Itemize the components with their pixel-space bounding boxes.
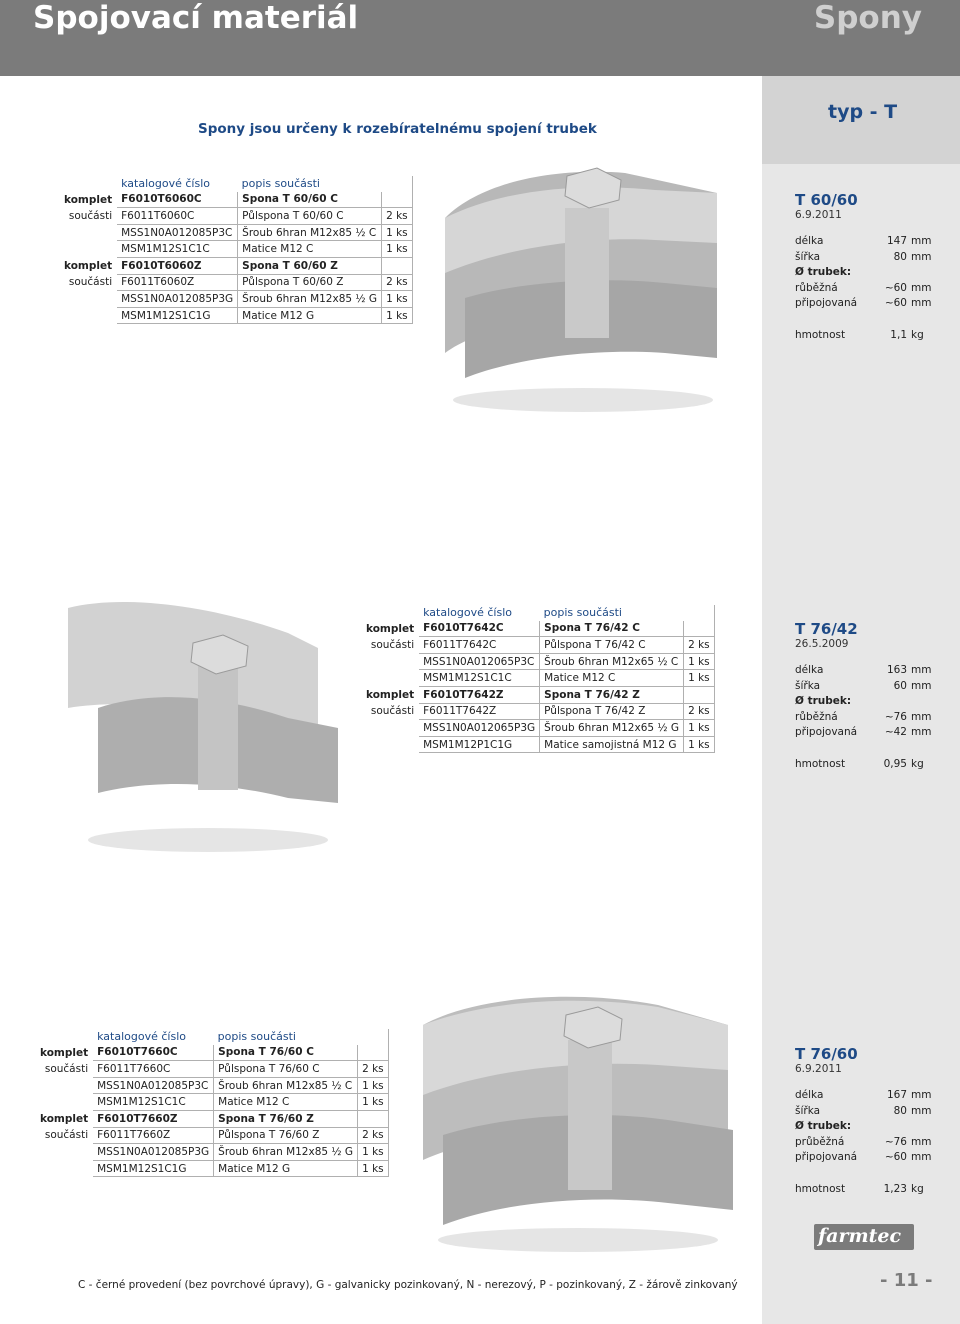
spec-row — [795, 1183, 935, 1199]
spec-unit: mm — [911, 281, 932, 294]
spec-value: 0,95 — [883, 757, 907, 770]
table-cell — [358, 1045, 389, 1061]
parts-table-t7642 — [362, 605, 715, 753]
parts-table-t7660 — [36, 1029, 389, 1177]
table-cell: Půlspona T 60/60 Z — [238, 274, 382, 291]
table-cell: součásti — [370, 705, 415, 718]
spec-row — [795, 726, 935, 742]
table-cell: Půlspona T 76/60 Z — [214, 1127, 358, 1144]
table-cell: komplet — [40, 1112, 89, 1125]
spec-value: 1,23 — [883, 1182, 907, 1195]
table-cell — [60, 241, 117, 258]
spec-unit: mm — [911, 1151, 932, 1164]
table-cell: Matice M12 G — [238, 307, 382, 324]
spec-row — [795, 1089, 935, 1105]
table-cell — [362, 670, 419, 687]
product-code: T 76/60 — [795, 1045, 858, 1063]
table-cell: F6010T7642C — [419, 621, 540, 637]
table-cell — [60, 176, 117, 192]
spec-row — [795, 1105, 935, 1121]
spec-row — [795, 680, 935, 696]
spec-row — [795, 711, 935, 727]
table-cell: MSM1M12S1C1C — [419, 670, 540, 687]
table-row — [36, 1094, 388, 1111]
product-date: 6.9.2011 — [795, 209, 842, 221]
table-cell: Matice M12 C — [214, 1094, 358, 1111]
table-cell: 1 ks — [358, 1144, 389, 1161]
spec-unit: kg — [911, 1182, 924, 1195]
table-header-row — [60, 176, 412, 192]
spec-panel-t7660 — [795, 1045, 935, 1199]
spec-panel-t6060 — [795, 191, 935, 345]
table-row — [36, 1144, 388, 1161]
col-desc: popis součásti — [241, 177, 320, 191]
table-cell: 1 ks — [684, 670, 715, 687]
table-cell: součásti — [44, 1129, 89, 1142]
footer-legend: C - černé provedení (bez povrchové úpravy), G - galvanicky pozinkovaný, N - nerezový, P - pozinkovaný, Z - žárově zinkovaný — [78, 1279, 738, 1291]
table-cell: MSM1M12S1C1C — [117, 241, 238, 258]
spec-row — [795, 664, 935, 680]
table-cell — [382, 176, 413, 192]
spec-row — [795, 695, 935, 711]
spec-value: 147 — [886, 235, 907, 247]
table-cell: Půlspona T 76/42 C — [540, 637, 684, 654]
subtitle: Spony jsou určeny k rozebíratelnému spojení trubek — [198, 121, 597, 137]
table-cell: Spona T 76/60 Z — [214, 1110, 358, 1127]
table-cell: MSS1N0A012085P3G — [93, 1144, 214, 1161]
table-cell: 2 ks — [382, 208, 413, 225]
table-row — [60, 307, 412, 324]
table-cell: Šroub 6hran M12x85 ½ C — [214, 1077, 358, 1094]
spec-unit: mm — [911, 679, 932, 692]
spec-label: Ø trubek: — [795, 1120, 852, 1133]
spec-label: připojovaná — [795, 726, 858, 739]
table-header-row — [36, 1029, 388, 1045]
table-row — [60, 192, 412, 208]
spec-label: hmotnost — [795, 757, 846, 770]
table-cell: MSM1M12S1C1C — [93, 1094, 214, 1111]
table-cell — [382, 257, 413, 274]
table-row — [60, 224, 412, 241]
table-cell: komplet — [64, 193, 113, 206]
table-cell — [36, 1144, 93, 1161]
table-cell — [60, 224, 117, 241]
table-cell: 1 ks — [358, 1160, 389, 1177]
table-cell: 2 ks — [382, 274, 413, 291]
page-header — [0, 0, 960, 76]
product-date: 6.9.2011 — [795, 1063, 842, 1075]
table-cell — [362, 736, 419, 753]
spec-unit: mm — [911, 710, 932, 723]
spec-row — [795, 282, 935, 298]
table-row — [362, 703, 714, 720]
table-cell: součásti — [68, 209, 113, 222]
col-catalog: katalogové číslo — [423, 606, 512, 620]
table-cell: F6011T6060Z — [117, 274, 238, 291]
table-cell: 2 ks — [684, 637, 715, 654]
col-desc: popis součásti — [543, 606, 622, 620]
table-cell: MSM1M12S1C1G — [117, 307, 238, 324]
table-cell: komplet — [366, 622, 415, 635]
table-cell: MSS1N0A012065P3C — [419, 653, 540, 670]
table-cell: F6010T7660C — [93, 1045, 214, 1061]
spec-value: ~60 — [884, 1151, 907, 1164]
spec-value: 1,1 — [890, 328, 907, 341]
spec-unit: mm — [911, 297, 932, 310]
table-row — [36, 1061, 388, 1078]
table-cell: Šroub 6hran M12x85 ½ C — [238, 224, 382, 241]
table-cell: Matice M12 C — [238, 241, 382, 258]
table-cell: Půlspona T 60/60 C — [238, 208, 382, 225]
table-cell: F6010T7660Z — [93, 1110, 214, 1127]
table-cell: 1 ks — [684, 720, 715, 737]
spec-value: ~76 — [884, 710, 907, 723]
table-cell — [382, 192, 413, 208]
table-cell: součásti — [370, 638, 415, 651]
spec-label: Ø trubek: — [795, 695, 852, 708]
table-cell: F6011T7660C — [93, 1061, 214, 1078]
spec-label: růběžná — [795, 710, 838, 723]
table-row — [60, 257, 412, 274]
product-code: T 60/60 — [795, 191, 858, 209]
page-title: Spojovací materiál — [33, 0, 359, 36]
table-cell: komplet — [64, 259, 113, 272]
spec-row — [795, 1151, 935, 1167]
spec-value: 80 — [893, 250, 907, 263]
table-row — [60, 291, 412, 308]
table-cell — [36, 1094, 93, 1111]
table-row — [36, 1077, 388, 1094]
spec-unit: kg — [911, 328, 924, 341]
table-cell: Spona T 76/42 Z — [540, 686, 684, 703]
table-cell — [358, 1029, 389, 1045]
table-row — [362, 637, 714, 654]
table-cell — [36, 1077, 93, 1094]
spec-value: ~60 — [884, 281, 907, 294]
spec-label: průběžná — [795, 1135, 845, 1148]
table-cell: MSS1N0A012085P3C — [117, 224, 238, 241]
table-cell: komplet — [366, 688, 415, 701]
table-cell: Spona T 60/60 C — [238, 192, 382, 208]
table-row — [362, 686, 714, 703]
spec-row — [795, 1136, 935, 1152]
table-cell: MSM1M12P1C1G — [419, 736, 540, 753]
spec-label: šířka — [795, 250, 821, 263]
spec-row — [795, 758, 935, 774]
spec-value: 167 — [886, 1089, 907, 1101]
table-cell — [362, 605, 419, 621]
table-row — [362, 670, 714, 687]
spec-panel-t7642 — [795, 620, 935, 774]
table-cell: MSS1N0A012085P3G — [117, 291, 238, 308]
table-cell: 1 ks — [358, 1094, 389, 1111]
spec-label: délka — [795, 1089, 824, 1101]
spec-value: 60 — [893, 679, 907, 692]
table-cell — [36, 1160, 93, 1177]
table-cell — [362, 653, 419, 670]
table-cell: Matice M12 C — [540, 670, 684, 687]
spec-row — [795, 297, 935, 313]
spec-row — [795, 235, 935, 251]
clamp-image-t6060 — [425, 148, 735, 420]
table-cell: 2 ks — [358, 1127, 389, 1144]
type-label: typ - T — [828, 101, 898, 123]
table-cell: 1 ks — [684, 736, 715, 753]
spec-row — [795, 329, 935, 345]
table-cell: Spona T 76/42 C — [540, 621, 684, 637]
table-cell: F6011T6060C — [117, 208, 238, 225]
table-cell — [60, 291, 117, 308]
spec-label: šířka — [795, 679, 821, 692]
table-row — [36, 1045, 388, 1061]
table-row — [60, 241, 412, 258]
table-row — [36, 1110, 388, 1127]
section-title: Spony — [813, 0, 922, 36]
spec-row — [795, 266, 935, 282]
table-cell: F6011T7642Z — [419, 703, 540, 720]
table-cell: MSM1M12S1C1G — [93, 1160, 214, 1177]
table-cell: Půlspona T 76/42 Z — [540, 703, 684, 720]
table-cell — [358, 1110, 389, 1127]
spec-label: růběžná — [795, 281, 838, 294]
spec-unit: mm — [911, 1135, 932, 1148]
spec-value: 163 — [886, 664, 907, 676]
spec-value: ~76 — [884, 1135, 907, 1148]
spec-row — [795, 251, 935, 267]
table-row — [362, 653, 714, 670]
table-cell: Spona T 60/60 Z — [238, 257, 382, 274]
table-cell: 1 ks — [382, 307, 413, 324]
col-catalog: katalogové číslo — [121, 177, 210, 191]
table-cell: F6010T6060C — [117, 192, 238, 208]
table-cell: 1 ks — [382, 224, 413, 241]
table-row — [36, 1160, 388, 1177]
farmtec-logo: farmtec — [814, 1224, 914, 1250]
table-row — [362, 720, 714, 737]
table-cell: F6011T7660Z — [93, 1127, 214, 1144]
spec-unit: mm — [911, 726, 932, 739]
table-row — [60, 208, 412, 225]
spec-value: ~42 — [884, 726, 907, 739]
table-cell: F6011T7642C — [419, 637, 540, 654]
spec-unit: kg — [911, 757, 924, 770]
spec-unit: mm — [911, 1089, 932, 1101]
spec-label: připojovaná — [795, 297, 858, 310]
table-cell — [684, 605, 715, 621]
spec-label: připojovaná — [795, 1151, 858, 1164]
clamp-image-t7660 — [408, 985, 748, 1257]
table-cell: Matice samojistná M12 G — [540, 736, 684, 753]
spec-label: hmotnost — [795, 1182, 846, 1195]
spec-unit: mm — [911, 235, 932, 247]
table-cell: Šroub 6hran M12x65 ½ G — [540, 720, 684, 737]
table-cell: Šroub 6hran M12x85 ½ G — [214, 1144, 358, 1161]
spec-unit: mm — [911, 1104, 932, 1117]
table-row — [362, 736, 714, 753]
table-cell: MSS1N0A012085P3C — [93, 1077, 214, 1094]
spec-label: délka — [795, 235, 824, 247]
table-cell: součásti — [68, 276, 113, 289]
spec-value: 80 — [893, 1104, 907, 1117]
spec-label: Ø trubek: — [795, 266, 852, 279]
table-cell: 1 ks — [684, 653, 715, 670]
parts-table-t6060 — [60, 176, 413, 324]
spec-unit: mm — [911, 250, 932, 263]
spec-label: hmotnost — [795, 328, 846, 341]
table-cell — [684, 686, 715, 703]
table-cell: Půlspona T 76/60 C — [214, 1061, 358, 1078]
table-cell: 2 ks — [358, 1061, 389, 1078]
table-cell: Šroub 6hran M12x85 ½ G — [238, 291, 382, 308]
table-cell: 1 ks — [382, 241, 413, 258]
table-cell: F6010T7642Z — [419, 686, 540, 703]
spec-label: délka — [795, 664, 824, 676]
table-cell — [684, 621, 715, 637]
table-row — [60, 274, 412, 291]
table-cell: MSS1N0A012065P3G — [419, 720, 540, 737]
table-cell — [362, 720, 419, 737]
table-cell — [60, 307, 117, 324]
table-cell: 1 ks — [382, 291, 413, 308]
table-cell: Matice M12 G — [214, 1160, 358, 1177]
table-cell: komplet — [40, 1046, 89, 1059]
table-row — [362, 621, 714, 637]
clamp-image-t7642 — [58, 588, 358, 860]
table-cell: Spona T 76/60 C — [214, 1045, 358, 1061]
table-row — [36, 1127, 388, 1144]
spec-label: šířka — [795, 1104, 821, 1117]
table-cell: 2 ks — [684, 703, 715, 720]
table-cell: Šroub 6hran M12x65 ½ C — [540, 653, 684, 670]
col-desc: popis součásti — [217, 1030, 296, 1044]
table-cell: součásti — [44, 1062, 89, 1075]
spec-unit: mm — [911, 664, 932, 676]
page-number: - 11 - — [880, 1270, 933, 1291]
table-cell — [36, 1029, 93, 1045]
table-header-row — [362, 605, 714, 621]
spec-value: ~60 — [884, 297, 907, 310]
col-catalog: katalogové číslo — [97, 1030, 186, 1044]
product-date: 26.5.2009 — [795, 638, 849, 650]
table-cell: 1 ks — [358, 1077, 389, 1094]
product-code: T 76/42 — [795, 620, 858, 638]
table-cell: F6010T6060Z — [117, 257, 238, 274]
spec-row — [795, 1120, 935, 1136]
